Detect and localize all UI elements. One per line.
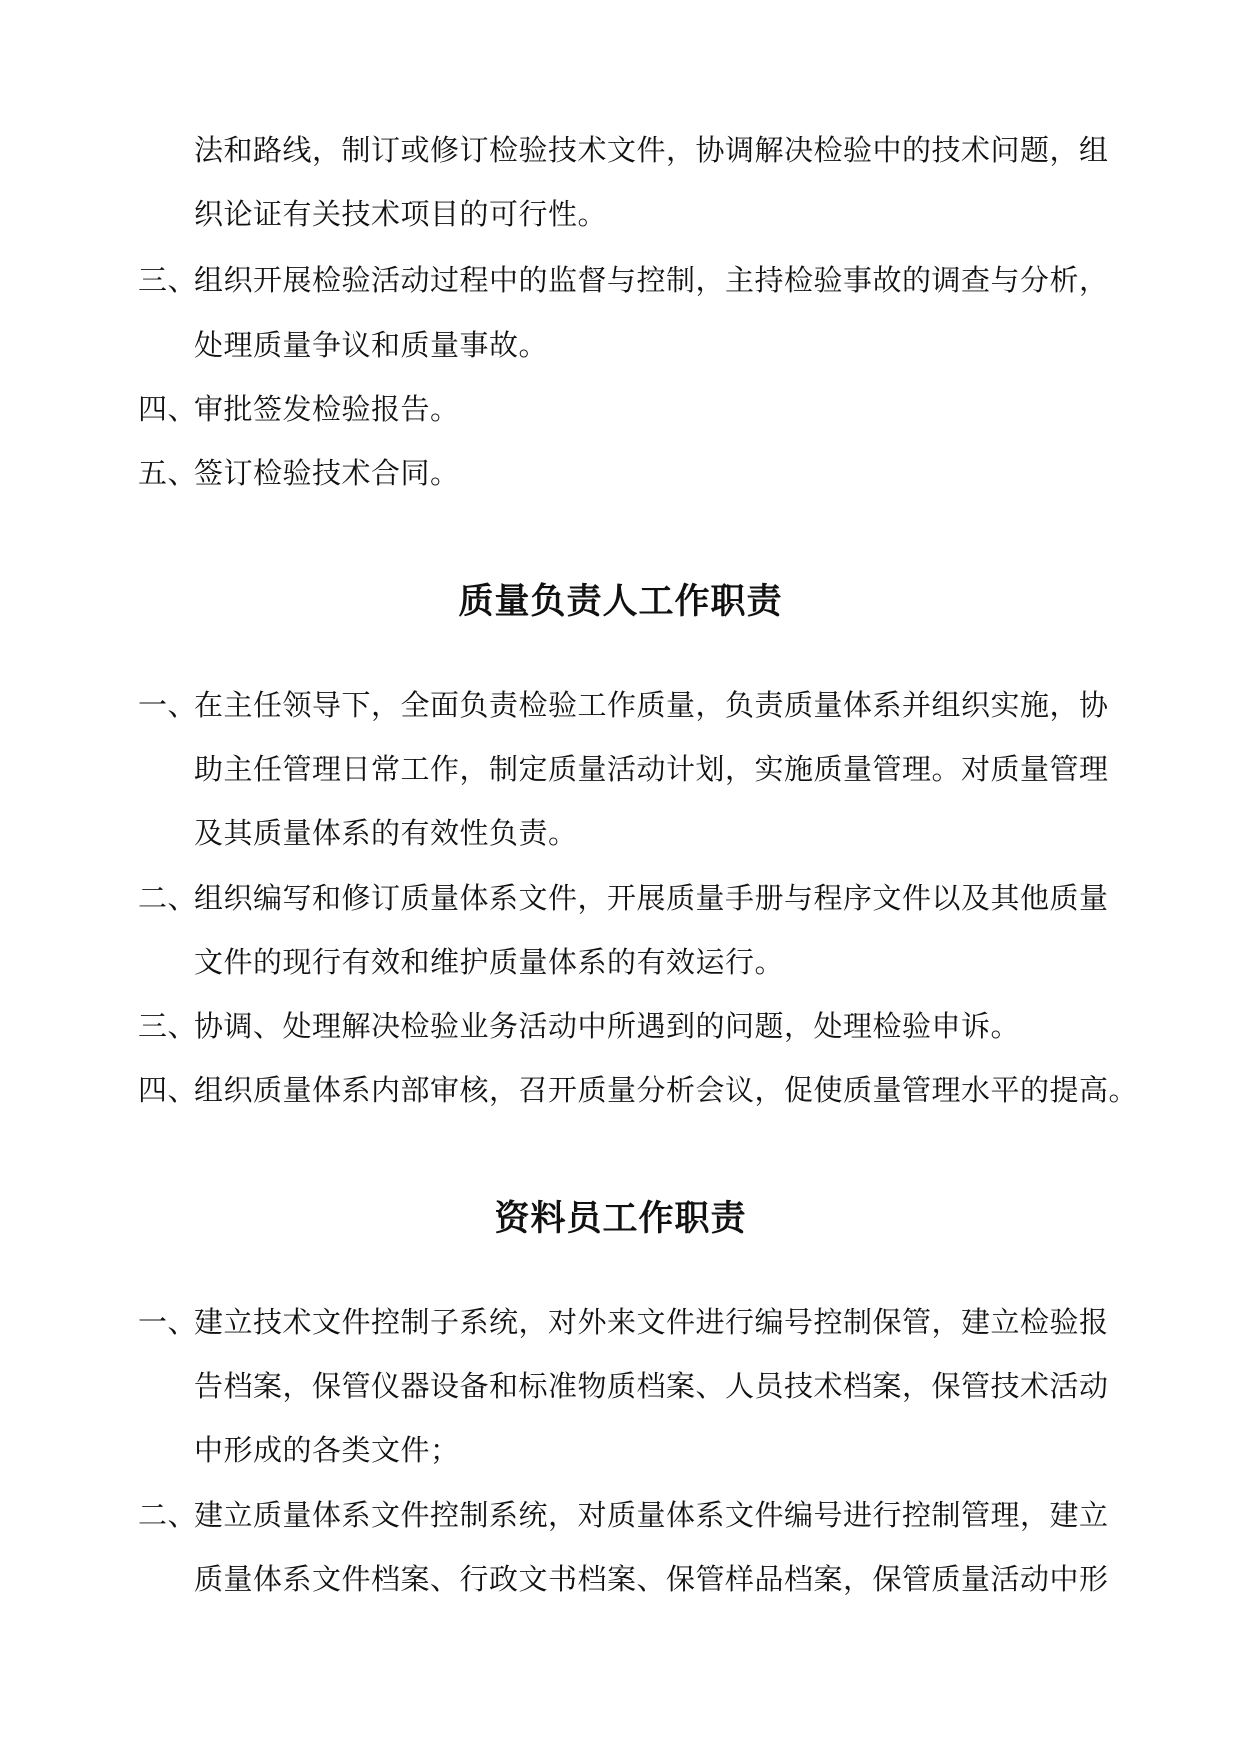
- item-line: 组织开展检验活动过程中的监督与控制，主持检验事故的调查与分析，: [194, 263, 1109, 297]
- item-line: 协调、处理解决检验业务活动中所遇到的问题，处理检验申诉。: [194, 1009, 1021, 1043]
- item-line: 组织质量体系内部审核，召开质量分析会议，促使质量管理水平的提高。: [194, 1073, 1139, 1107]
- item-line: 告档案，保管仪器设备和标准物质档案、人员技术档案，保管技术活动: [194, 1369, 1109, 1403]
- item-number: 一、: [138, 688, 198, 722]
- item-number: 五、: [138, 456, 198, 490]
- item-line: 中形成的各类文件；: [194, 1433, 460, 1467]
- item-number: 四、: [138, 392, 198, 426]
- item-line: 文件的现行有效和维护质量体系的有效运行。: [194, 945, 785, 979]
- item-line: 建立技术文件控制子系统，对外来文件进行编号控制保管，建立检验报: [194, 1305, 1109, 1339]
- item-line: 组织编写和修订质量体系文件，开展质量手册与程序文件以及其他质量: [194, 881, 1109, 915]
- item-number: 一、: [138, 1305, 198, 1339]
- item-line: 法和路线，制订或修订检验技术文件，协调解决检验中的技术问题，组: [194, 133, 1109, 167]
- item-line: 审批签发检验报告。: [194, 392, 460, 426]
- item-number: 三、: [138, 1009, 198, 1043]
- item-number: 二、: [138, 1498, 198, 1532]
- item-line: 质量体系文件档案、行政文书档案、保管样品档案，保管质量活动中形: [194, 1562, 1109, 1596]
- section-title: 资料员工作职责: [494, 1199, 747, 1239]
- item-number: 四、: [138, 1073, 198, 1107]
- item-line: 及其质量体系的有效性负责。: [194, 816, 578, 850]
- section-title: 质量负责人工作职责: [458, 582, 783, 622]
- item-line: 处理质量争议和质量事故。: [194, 328, 549, 362]
- item-line: 签订检验技术合同。: [194, 456, 460, 490]
- item-line: 建立质量体系文件控制系统，对质量体系文件编号进行控制管理，建立: [194, 1498, 1109, 1532]
- item-number: 二、: [138, 881, 198, 915]
- item-line: 助主任管理日常工作，制定质量活动计划，实施质量管理。对质量管理: [194, 752, 1109, 786]
- item-line: 织论证有关技术项目的可行性。: [194, 197, 608, 231]
- item-line: 在主任领导下，全面负责检验工作质量，负责质量体系并组织实施，协: [194, 688, 1109, 722]
- item-number: 三、: [138, 263, 198, 297]
